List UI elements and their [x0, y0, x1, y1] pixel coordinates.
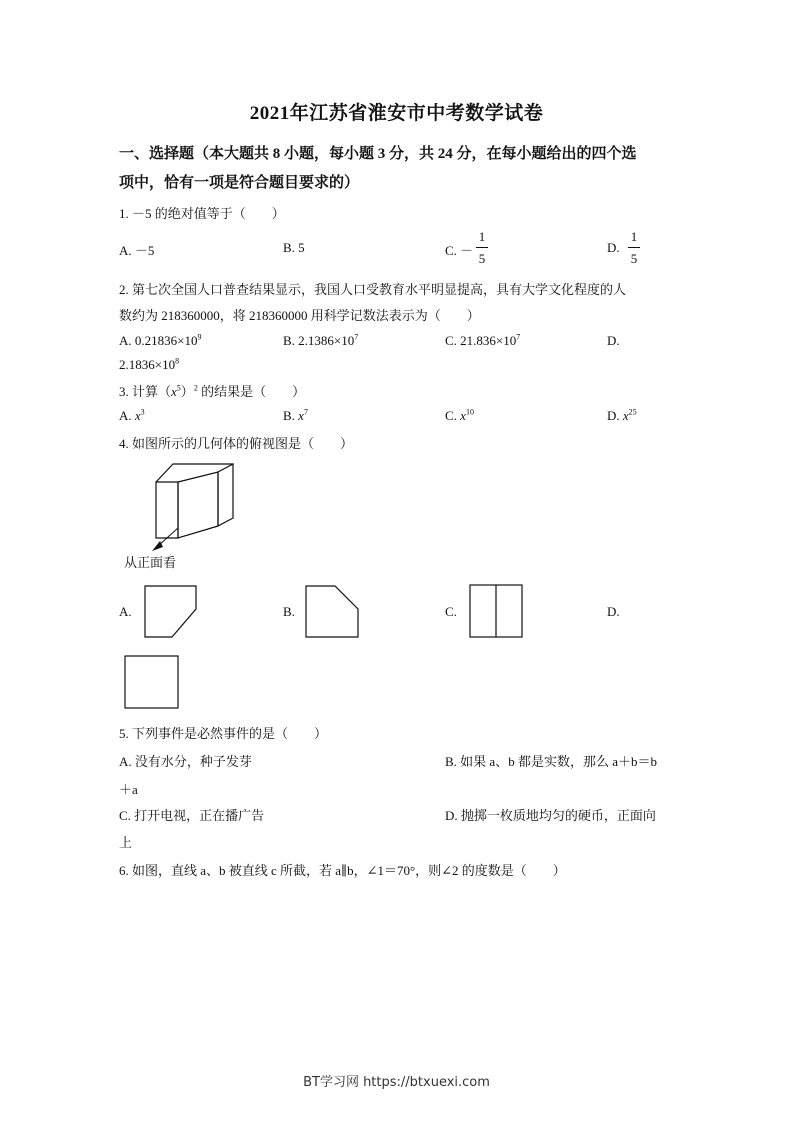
question-5-stem: 5. 下列事件是必然事件的是（ ）	[119, 726, 328, 741]
question-6-stem: 6. 如图，直线 a、b 被直线 c 所截，若 a∥b，∠1＝70°，则∠2 的度数是（ ）	[119, 863, 566, 878]
question-5-option-a: A. 没有水分，种子发芽	[119, 754, 252, 769]
fraction-numerator: 1	[630, 229, 638, 244]
question-1-option-b: B. 5	[283, 240, 305, 255]
fraction-bar	[628, 247, 640, 248]
solid-front-face	[156, 482, 178, 538]
section-heading-line1: 一、选择题（本大题共 8 小题，每小题 3 分，共 24 分，在每小题给出的四个选	[119, 146, 637, 162]
question-5-option-d-line1: D. 抛掷一枚质地均匀的硬币，正面向	[445, 808, 656, 823]
question-1-option-c-fraction	[476, 229, 488, 267]
question-5-option-b-line1: B. 如果 a、b 都是实数，那么 a＋b＝b	[445, 754, 657, 769]
question-2-option-a: A. $0.21836\times 10^9$	[119, 332, 202, 348]
question-3-option-a: A. $x^3$	[119, 407, 145, 423]
fraction-denominator: 5	[630, 251, 638, 266]
question-1-option-a: A. －5	[119, 243, 155, 258]
question-4-option-c-shape	[469, 584, 524, 639]
geometry-solid-figure	[140, 458, 250, 553]
question-4-option-c-label: C.	[445, 604, 457, 619]
fraction-numerator: 1	[478, 229, 486, 244]
question-1-option-d-prefix: D.	[607, 240, 620, 255]
question-4-option-d-shape	[124, 655, 180, 710]
question-2-option-d-label: D.	[607, 333, 620, 348]
question-2-stem-line1: 2. 第七次全国人口普查结果显示，我国人口受教育水平明显提高，具有大学文化程度的人	[119, 282, 627, 297]
question-2-option-d-value: $2.1836\times 10^8$	[119, 356, 180, 372]
question-4-option-b-shape	[305, 585, 360, 639]
question-5-option-b-line2: ＋a	[119, 782, 138, 797]
fraction-denominator: 5	[478, 251, 486, 266]
question-4-option-a-label: A.	[119, 604, 132, 619]
question-1-stem: 1. －5 的绝对值等于（ ）	[119, 206, 285, 221]
section-heading-line2: 项中，恰有一项是符合题目要求的）	[119, 175, 360, 191]
page-footer: BT学习网 https://btxuexi.com	[303, 1075, 490, 1090]
question-2-option-b: B. $2.1386\times 10^7$	[283, 332, 359, 348]
page-title: 2021年江苏省淮安市中考数学试卷	[249, 103, 544, 124]
question-5-option-c: C. 打开电视，正在播广告	[119, 808, 265, 823]
fraction-bar	[476, 247, 488, 248]
solid-top-edge	[156, 464, 233, 482]
question-4-option-a-shape	[144, 585, 198, 639]
solid-slanted-face	[178, 472, 218, 538]
question-1-option-d-fraction	[628, 229, 640, 267]
question-2-option-c: C. $21.836\times 10^7$	[445, 332, 521, 348]
question-3-option-b: B. $x^7$	[283, 407, 308, 423]
question-3-option-d: D. $x^{25}$	[607, 407, 637, 423]
question-4-option-b-label: B.	[283, 604, 295, 619]
question-4-option-d-label: D.	[607, 604, 620, 619]
question-2-stem-line2: 数约为 218360000，将 218360000 用科学记数法表示为（ ）	[119, 308, 480, 323]
question-5-option-d-line2: 上	[119, 835, 133, 850]
figure-caption: 从正面看	[124, 556, 177, 571]
solid-right-face	[218, 464, 233, 526]
question-1-option-c-prefix: C. －	[445, 243, 474, 258]
question-3-option-c: C. $x^{10}$	[445, 407, 474, 423]
question-4-stem: 4. 如图所示的几何体的俯视图是（ ）	[119, 436, 354, 451]
question-3-stem: 3. 计算$(x^5)^2$ 的结果是（ ）	[119, 383, 306, 399]
